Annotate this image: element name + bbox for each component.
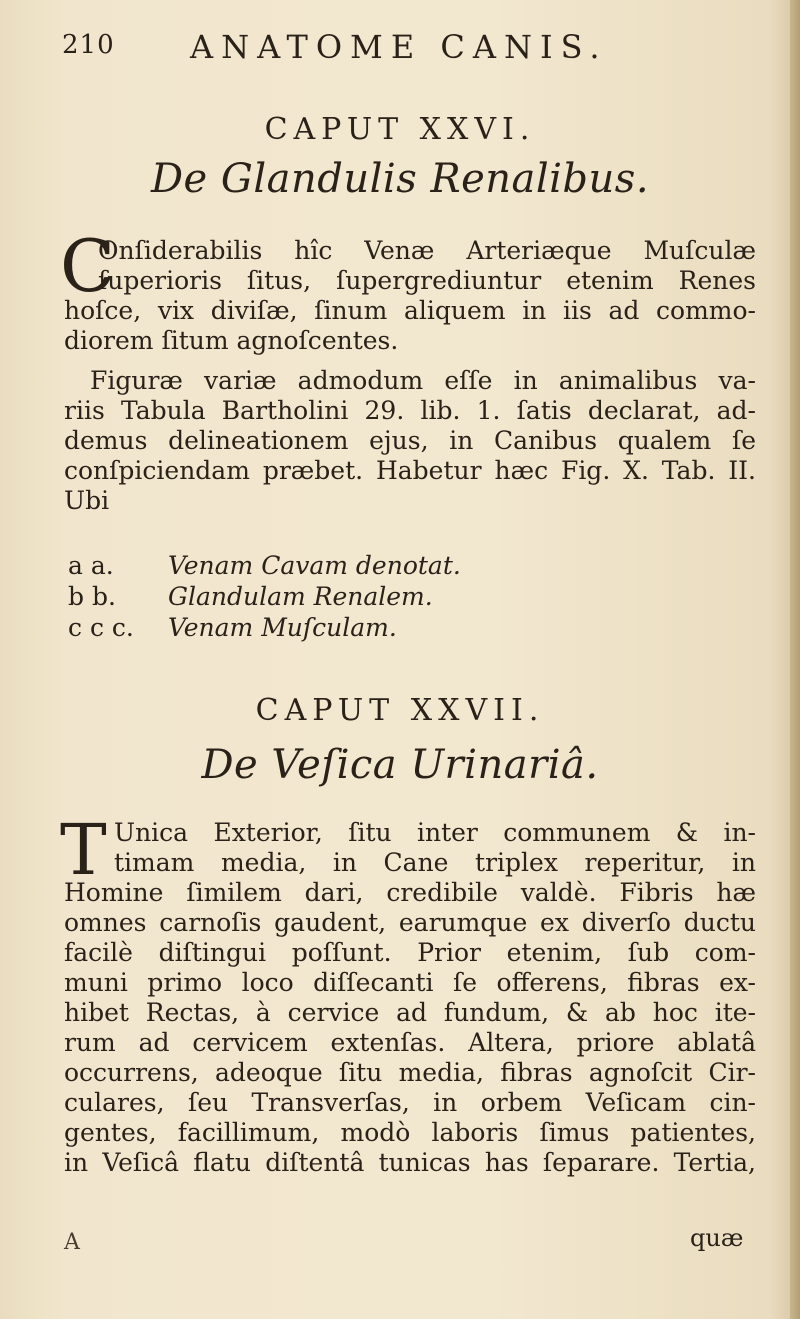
text-line: Homine ſimilem dari, credibile valdè. Fibris hæ [64,878,756,907]
legend-description: Venam Cavam denotat. [168,551,461,580]
text-line: Unica Exterior, ſitu inter communem & in- [114,818,756,847]
signature-mark: A [64,1230,80,1255]
catchword: quæ [690,1224,744,1252]
chapter-27-title: De Veſica Urinariâ. [201,742,599,788]
legend-key: a a. [68,551,114,580]
text-line: Onſiderabilis hîc Venæ Arteriæque Muſculæ [98,236,756,265]
text-line: culares, ſeu Transverſas, in orbem Veſicam cin- [64,1088,756,1117]
text-line: gentes, facillimum, modò laboris ſimus patientes, [64,1118,756,1147]
chapter-27-heading: CAPUT XXVII. [255,693,545,728]
text-line: hoſce, vix diviſæ, ſinum aliquem in iis ad commo- [64,296,756,325]
legend-description: Venam Muſculam. [168,613,397,642]
drop-cap: T [60,809,107,891]
text-line: conſpiciendam præbet. Habetur hæc Fig. X. Tab. II. [64,456,756,485]
chapter-26-heading: CAPUT XXVI. [264,112,536,147]
text-line: timam media, in Cane triplex reperitur, in [114,848,756,877]
text-line: occurrens, adeoque ſitu media, fibras agnoſcit Cir- [64,1058,756,1087]
legend-key: c c c. [68,613,134,642]
chapter-26-title: De Glandulis Renalibus. [150,156,650,202]
text-line: riis Tabula Bartholini 29. lib. 1. ſatis declarat, ad- [64,396,756,425]
text-line: facilè diſtingui poſſunt. Prior etenim, ſub com- [64,938,756,967]
text-line: ſuperioris ſitus, ſupergrediuntur etenim Renes [98,266,756,295]
chapter-27-paragraph-1 [60,809,756,1178]
legend-row [68,581,628,612]
text-line: demus delineationem ejus, in Canibus qualem ſe [64,426,756,455]
legend-key: b b. [68,582,116,611]
figure-legend [68,550,628,643]
text-line: hibet Rectas, à cervice ad fundum, & ab hoc ite- [64,998,756,1027]
running-title: ANATOME CANIS. [190,28,608,66]
legend-row [68,550,628,581]
text-line: muni primo loco diſſecanti ſe offerens, fibras ex- [64,968,756,997]
text-line: Figuræ variæ admodum eſſe in animalibus va- [90,366,756,395]
chapter-26-paragraph-2 [64,366,756,516]
legend-row [68,612,628,643]
page-number: 210 [62,30,115,60]
text-line: Ubi [64,486,110,515]
drop-cap: C [60,224,116,308]
text-line: diorem ſitum agnoſcentes. [64,326,399,355]
running-head [62,30,752,70]
chapter-26-paragraph-1 [60,224,756,356]
text-line: in Veſicâ flatu diſtentâ tunicas has ſeparare. Tertia, [64,1148,756,1177]
text-line: rum ad cervicem extenſas. Altera, priore ablatâ [64,1028,756,1057]
legend-description: Glandulam Renalem. [168,582,433,611]
text-line: omnes carnoſis gaudent, earumque ex diverſo ductu [64,908,756,937]
